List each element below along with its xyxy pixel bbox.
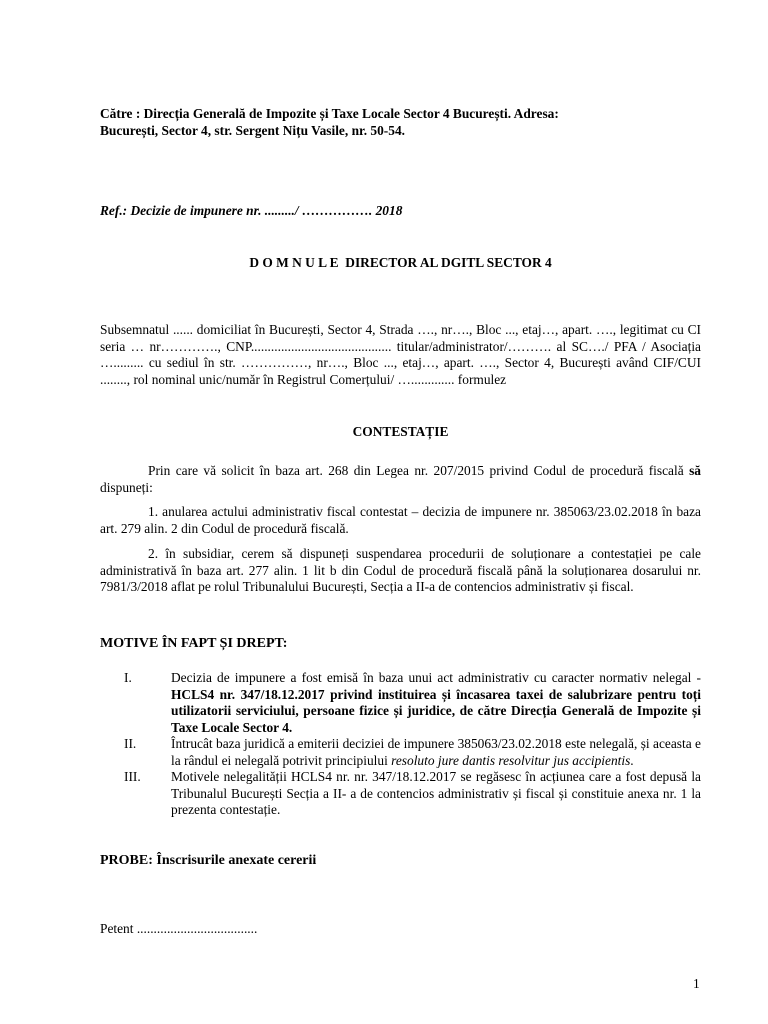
- motives-heading: MOTIVE ÎN FAPT ȘI DREPT:: [100, 636, 288, 651]
- motive-text-end: .: [630, 752, 634, 768]
- reference-line: Ref.: Decizie de impunere nr. ........./ ……………. 2018: [100, 203, 403, 218]
- motive-number: II.: [124, 736, 137, 751]
- addressee: [100, 106, 701, 139]
- evidence-line: PROBE: Înscrisurile anexate cererii: [100, 853, 317, 868]
- intro-paragraph: Subsemnatul ...... domiciliat în București, Sector 4, Strada …., nr…., Bloc ..., etaj…, apart. …., legitimat cu CI seria … nr…………., CNP.......................................... titular/administrator/………. al SC…./ PFA / Asociația …......... cu sediul în str. ……………, nr…., Bloc ..., etaj…, apart. …., Sector 4, București având CIF/CUI ........, rol nominal unic/număr în Registrul Comerțului/ …............. formulez: [100, 322, 701, 387]
- motive-text: Motivele nelegalității HCLS4 nr. nr. 347/18.12.2017 se regăsesc în acțiunea care a fost depusă la Tribunalul București Secția a II- a de contencios administrativ și fiscal și constituie anexa nr. 1 la prezenta contestație.: [171, 769, 701, 817]
- salutation: D O M N U L E DIRECTOR AL DGITL SECTOR 4: [249, 255, 552, 270]
- motive-item-2: [100, 736, 701, 769]
- motive-item-1: [100, 670, 701, 736]
- motive-item-3: [100, 769, 701, 819]
- request-item-1: 1. anularea actului administrativ fiscal contestat – decizia de impunere nr. 385063/23.02.2018 în baza art. 279 alin. 2 din Codul de procedură fiscală.: [100, 504, 701, 536]
- motive-text-bold: HCLS4 nr. 347/18.12.2017 privind instituirea și încasarea taxei de salubrizare pentru toți utilizatorii serviciului, persoane fizice și juridice, de către Direcția Generală de Impozite și Taxe Locale Sector 4.: [171, 686, 701, 735]
- request-intro-suffix: dispuneți:: [100, 479, 153, 495]
- motive-number: I.: [124, 670, 132, 685]
- request-intro-prefix: Prin care vă solicit în baza art. 268 din Legea nr. 207/2015 privind Codul de procedură fiscală: [148, 463, 690, 478]
- request-item-2: 2. în subsidiar, cerem să dispuneți suspendarea procedurii de soluționare a contestației pe cale administrativă în baza art. 277 alin. 1 lit b din Codul de procedură fiscală până la soluționarea dosarului nr. 7981/3/2018 aflat pe rolul Tribunalului București, Secția a II-a de contencios administrativ și fiscal.: [100, 546, 701, 594]
- petitioner-signature-line: Petent ....................................: [100, 921, 258, 936]
- motive-number: III.: [124, 769, 141, 784]
- motives-list: [100, 670, 701, 819]
- request-intro-bold: să: [689, 463, 701, 478]
- addressee-line-1: Către : Direcția Generală de Impozite și Taxe Locale Sector 4 București. Adresa:: [100, 106, 559, 121]
- motive-text: Întrucât baza juridică a emiterii deciziei de impunere 385063/23.02.2018 este nelegală, și aceasta e la rândul ei nelegală potrivit principiului: [171, 736, 701, 768]
- addressee-line-2: București, Sector 4, str. Sergent Nițu Vasile, nr. 50-54.: [100, 122, 406, 138]
- request-intro: [100, 463, 701, 496]
- motive-text-italic: resoluto jure dantis resolvitur jus accipientis: [391, 752, 631, 768]
- page-number: 1: [693, 976, 700, 991]
- document-title: CONTESTAȚIE: [352, 424, 449, 439]
- motive-text: Decizia de impunere a fost emisă în baza unui act administrativ cu caracter normativ nelegal -: [171, 670, 701, 685]
